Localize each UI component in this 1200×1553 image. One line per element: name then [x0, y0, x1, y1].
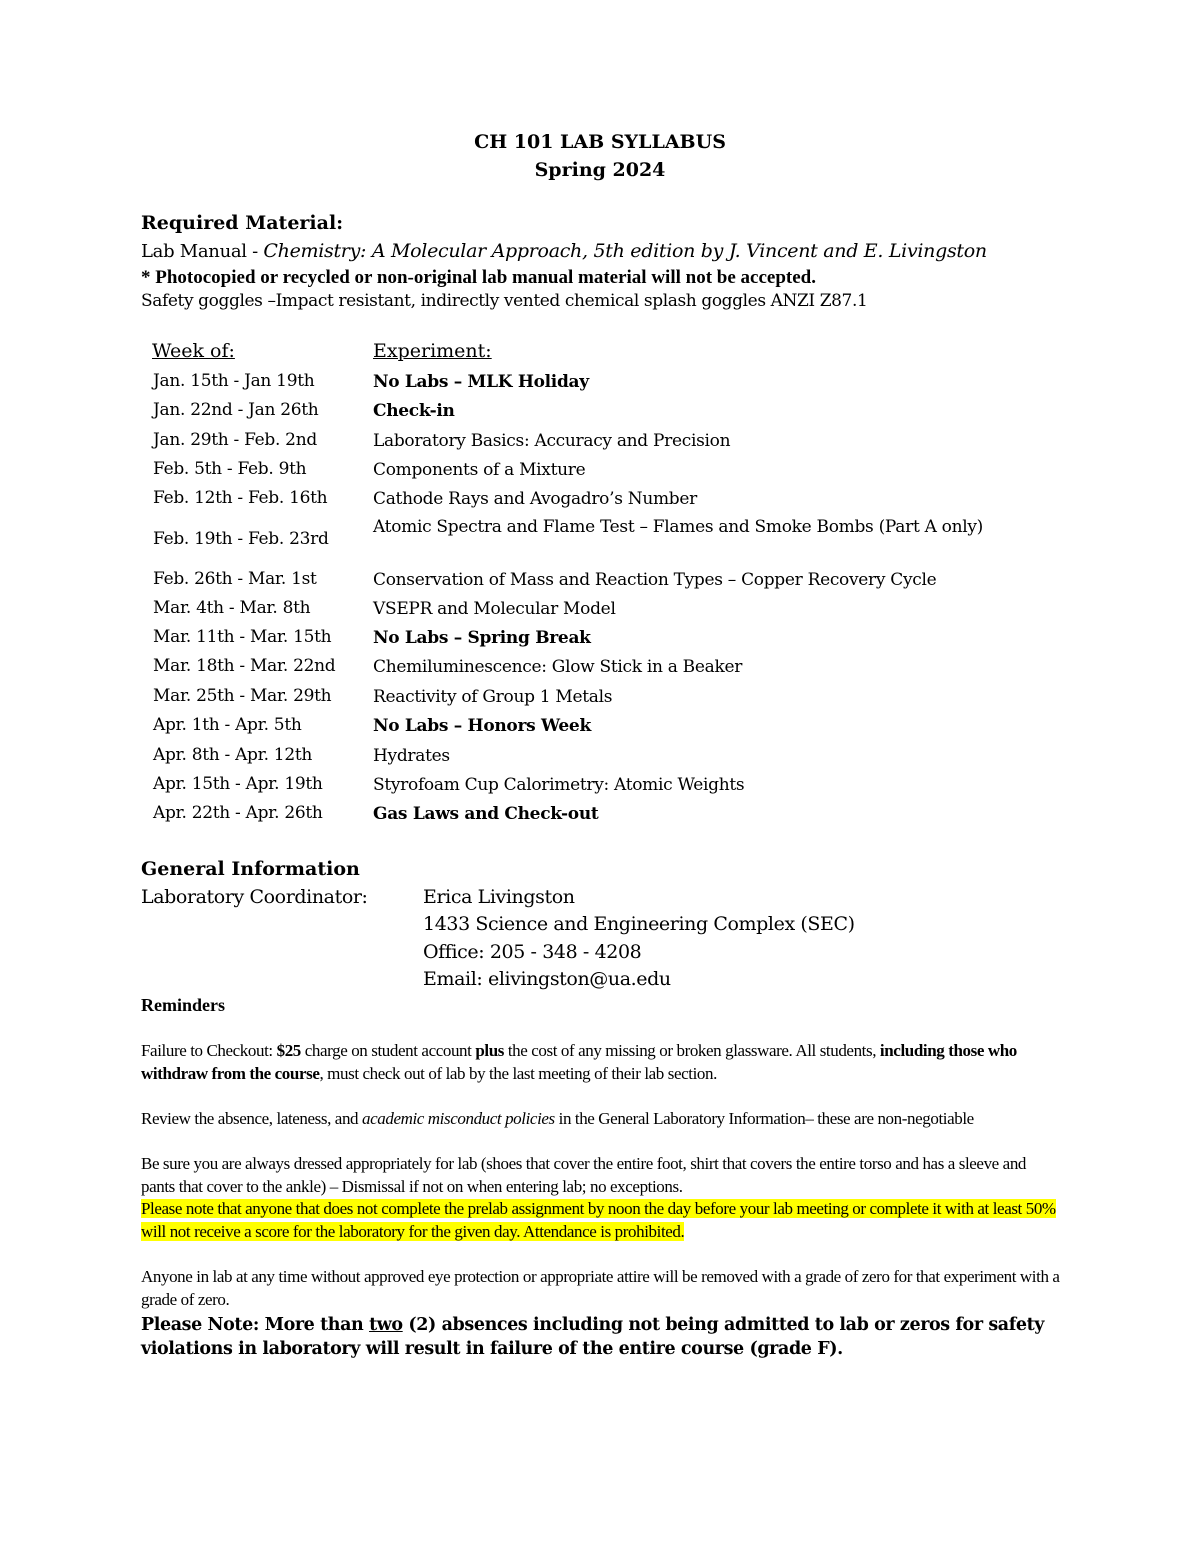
schedule-week-cell: Jan. 15th - Jan 19th: [153, 371, 315, 391]
schedule-header-experiment: Experiment:: [373, 340, 492, 362]
schedule-week-cell: Apr. 8th - Apr. 12th: [153, 745, 313, 765]
absence-note-text-1: Please Note: More than: [141, 1315, 370, 1335]
schedule-experiment-cell: Gas Laws and Check-out: [373, 804, 599, 824]
photocopy-note: * Photocopied or recycled or non-original lab manual material will not be accepted.: [141, 267, 816, 288]
schedule-week-cell: Mar. 18th - Mar. 22nd: [153, 656, 336, 676]
schedule-week-cell: Feb. 12th - Feb. 16th: [153, 488, 328, 508]
review-text-2: in the General Laboratory Information– these are non-negotiable: [554, 1109, 974, 1128]
checkout-plus: plus: [475, 1041, 504, 1060]
schedule-experiment-cell: Chemiluminescence: Glow Stick in a Beaker: [373, 657, 743, 677]
schedule-week-cell: Apr. 22th - Apr. 26th: [153, 803, 323, 823]
schedule-experiment-cell: Atomic Spectra and Flame Test – Flames and Smoke Bombs (Part A only): [373, 517, 984, 537]
schedule-header-week: Week of:: [152, 340, 235, 362]
review-policies: academic misconduct policies: [362, 1109, 555, 1128]
lab-manual-line: [141, 240, 987, 262]
document-title: CH 101 LAB SYLLABUS: [474, 131, 726, 153]
absence-policy-note: [141, 1313, 1061, 1361]
prelab-reminder: [141, 1198, 1061, 1243]
checkout-charge: $25: [276, 1041, 301, 1060]
schedule-experiment-cell: Laboratory Basics: Accuracy and Precision: [373, 431, 731, 451]
reminders-heading: Reminders: [141, 995, 225, 1015]
coordinator-room: 1433 Science and Engineering Complex (SEC): [423, 913, 855, 935]
schedule-experiment-cell: Conservation of Mass and Reaction Types – Copper Recovery Cycle: [373, 570, 937, 590]
schedule-week-cell: Jan. 29th - Feb. 2nd: [153, 430, 317, 450]
lab-manual-title: Chemistry: A Molecular Approach, 5th edition by J. Vincent and E. Livingston: [263, 240, 987, 262]
schedule-experiment-cell: No Labs – Honors Week: [373, 716, 591, 736]
absence-note-two: two: [369, 1315, 403, 1335]
coordinator-email: Email: elivingston@ua.edu: [423, 968, 671, 990]
general-information-heading: General Information: [141, 858, 360, 880]
document-term: Spring 2024: [534, 159, 666, 181]
dress-code-reminder: Be sure you are always dressed appropriately for lab (shoes that cover the entire foot, shirt that covers the entire torso and has a sleeve and pants that cover to the ankle) – Dismissal if not on when entering lab; no exceptions.: [141, 1154, 1027, 1196]
coordinator-office: Office: 205 - 348 - 4208: [423, 941, 642, 963]
schedule-experiment-cell: Components of a Mixture: [373, 460, 586, 480]
review-text-1: Review the absence, lateness, and: [141, 1109, 363, 1128]
schedule-experiment-cell: Cathode Rays and Avogadro’s Number: [373, 489, 697, 509]
schedule-experiment-cell: Check-in: [373, 401, 455, 421]
checkout-text-3: the cost of any missing or broken glassware. All students,: [504, 1041, 880, 1060]
checkout-reminder: [141, 1040, 1061, 1085]
schedule-week-cell: Apr. 1th - Apr. 5th: [153, 715, 302, 735]
checkout-text-2: charge on student account: [300, 1041, 476, 1060]
checkout-withdraw-note: including those who withdraw from the course: [141, 1041, 1017, 1083]
schedule-experiment-cell: No Labs – MLK Holiday: [373, 372, 589, 392]
lab-manual-prefix: Lab Manual -: [141, 241, 264, 262]
schedule-week-cell: Mar. 11th - Mar. 15th: [153, 627, 332, 647]
coordinator-name: Erica Livingston: [423, 886, 575, 908]
schedule-week-cell: Mar. 4th - Mar. 8th: [153, 598, 311, 618]
coordinator-label: Laboratory Coordinator:: [141, 886, 368, 908]
eye-protection-reminder: Anyone in lab at any time without approved eye protection or appropriate attire will be removed with a grade of zero for that experiment with a grade of zero.: [141, 1267, 1060, 1309]
schedule-experiment-cell: Hydrates: [373, 746, 450, 766]
schedule-week-cell: Feb. 26th - Mar. 1st: [153, 569, 317, 589]
policy-review-reminder: [141, 1108, 1061, 1131]
schedule-week-cell: Jan. 22nd - Jan 26th: [153, 400, 319, 420]
schedule-week-cell: Feb. 19th - Feb. 23rd: [153, 529, 329, 549]
prelab-highlight: Please note that anyone that does not complete the prelab assignment by noon the day before your lab meeting or complete it with at least 50% will not receive a score for the laboratory for the given day. Attendance is prohibited.: [141, 1199, 1056, 1241]
schedule-experiment-cell: Styrofoam Cup Calorimetry: Atomic Weights: [373, 775, 745, 795]
schedule-experiment-cell: VSEPR and Molecular Model: [373, 599, 616, 619]
required-material-heading: Required Material:: [141, 212, 344, 234]
schedule-week-cell: Feb. 5th - Feb. 9th: [153, 459, 307, 479]
schedule-week-cell: Mar. 25th - Mar. 29th: [153, 686, 332, 706]
checkout-text-1: Failure to Checkout:: [141, 1041, 277, 1060]
schedule-week-cell: Apr. 15th - Apr. 19th: [153, 774, 323, 794]
schedule-experiment-cell: No Labs – Spring Break: [373, 628, 591, 648]
schedule-experiment-cell: Reactivity of Group 1 Metals: [373, 687, 613, 707]
checkout-text-4: , must check out of lab by the last meeting of their lab section.: [319, 1063, 717, 1083]
absence-note-text-2: (2) absences including not being admitted to lab or zeros for safety violations in laboratory will result in failure of the entire course (grade F).: [141, 1315, 1045, 1359]
goggles-requirement: Safety goggles –Impact resistant, indirectly vented chemical splash goggles ANZI Z87.1: [141, 291, 868, 311]
